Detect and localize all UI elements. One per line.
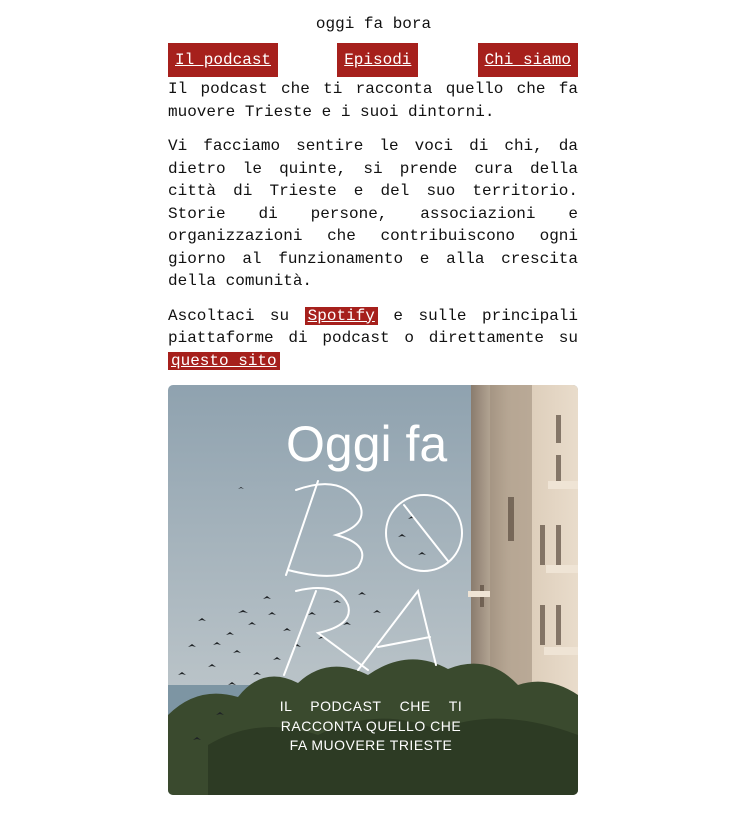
nav-link-episodi[interactable]: Episodi xyxy=(337,43,418,77)
nav-link-il-podcast[interactable]: Il podcast xyxy=(168,43,278,77)
spotify-link[interactable]: Spotify xyxy=(305,307,378,325)
cover-tagline xyxy=(278,697,464,756)
cover-wordmark-top: Oggi fa xyxy=(286,416,448,472)
site-title: oggi fa bora xyxy=(315,15,432,33)
nav-link-chi-siamo[interactable]: Chi siamo xyxy=(478,43,578,77)
cover-tagline-line-2: RACCONTA QUELLO CHE xyxy=(280,717,462,734)
listen-paragraph xyxy=(168,305,578,373)
cover-tagline-line-1: IL PODCAST CHE TI xyxy=(279,698,463,714)
main-nav xyxy=(168,43,578,77)
listen-middle: e sulle principali piattaforme di podcast o direttamente su xyxy=(168,306,579,347)
listen-prefix: Ascoltaci su xyxy=(168,306,290,325)
main-content xyxy=(168,78,578,384)
cover-tagline-line-3: FA MUOVERE TRIESTE xyxy=(289,737,453,753)
site-link[interactable]: questo sito xyxy=(168,352,280,370)
intro-paragraph: Il podcast che ti racconta quello che fa muovere Trieste e i suoi dintorni. xyxy=(168,80,578,121)
description-paragraph: Vi facciamo sentire le voci di chi, da dietro le quinte, si prende cura della città di Trieste e del suo territorio. Storie di persone, associazioni e organizzazioni che contribuiscono ogni giorno al funzionamento e alla crescita della comunità. xyxy=(168,137,578,290)
podcast-cover-image xyxy=(168,385,578,795)
